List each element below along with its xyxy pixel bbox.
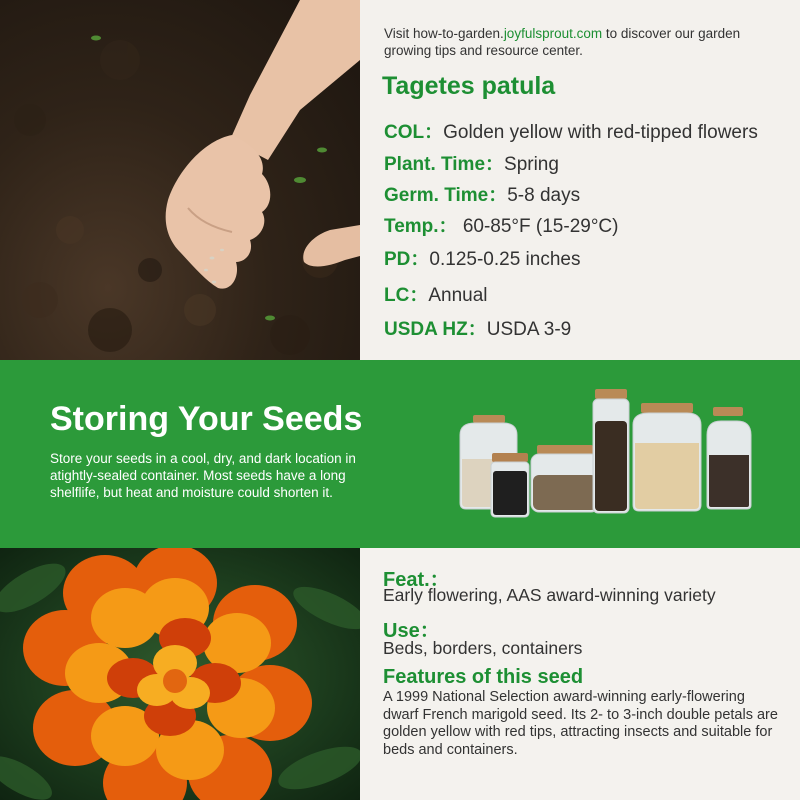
seed-jars-image [455,385,765,525]
spec-key: USDA HZ： [384,319,487,340]
intro-prefix: Visit how-to-garden. [384,26,504,41]
storing-text: Store your seeds in a cool, dry, and dark location in atightly-sealed container. Most seeds have a long shelflife, but heat and moisture could shorten it. [50,451,356,500]
storing-title: Storing Your Seeds [50,400,363,438]
spec-key: LC： [384,285,429,306]
soil-hands-illustration [0,0,360,360]
spec-value: 0.125-0.25 inches [429,249,581,270]
feat-text: Early flowering, AAS award-winning variety [383,585,716,605]
top-section [0,0,800,360]
jar-tall-dark [593,389,629,513]
spec-temperature [384,211,618,238]
storing-seeds-banner [0,360,800,548]
spec-planting-depth [384,244,580,271]
spec-key: Temp.： [384,216,458,237]
spec-key: Germ. Time： [384,185,508,206]
spec-key: PD： [384,249,430,270]
feat-heading: Feat.： [383,569,450,591]
soil-sowing-photo [0,0,360,360]
spec-color [384,117,758,144]
spec-planting-time [384,149,559,176]
spec-value: Annual [428,285,488,306]
spec-hardiness-zone [384,314,571,341]
spec-value: 5-8 days [507,185,581,206]
spec-key: Plant. Time： [384,154,505,175]
spec-value: 60-85°F (15-29°C) [457,216,619,237]
spec-germination-time [384,180,580,207]
jar-squash-seeds [633,403,701,511]
jar-mixed-seeds [707,407,751,509]
spec-life-cycle [384,280,488,307]
spec-key: COL： [384,122,444,143]
spec-value: USDA 3-9 [486,319,572,340]
jar-fine-seeds [531,445,599,512]
use-heading: Use： [383,620,440,642]
use-text: Beds, borders, containers [383,638,583,658]
spec-value: Spring [504,154,559,175]
marigold-photo [0,548,360,800]
site-link[interactable]: joyfulsprout.com [503,26,603,41]
spec-value: Golden yellow with red-tipped flowers [443,122,758,143]
features-text: A 1999 National Selection award-winning early-flowering dwarf French marigold seed. Its 2- to 3-inch double petals are golden yellow with red tips, attracting insects and suitable for beds and containers. [383,689,778,758]
jar-dark-seeds [491,453,529,517]
species-title: Tagetes patula [382,72,556,100]
features-heading: Features of this seed [383,666,584,688]
intro-text [384,25,784,59]
intro-suffix: to discover our garden growing tips and resource center. [384,26,741,58]
marigold-illustration [0,548,360,800]
